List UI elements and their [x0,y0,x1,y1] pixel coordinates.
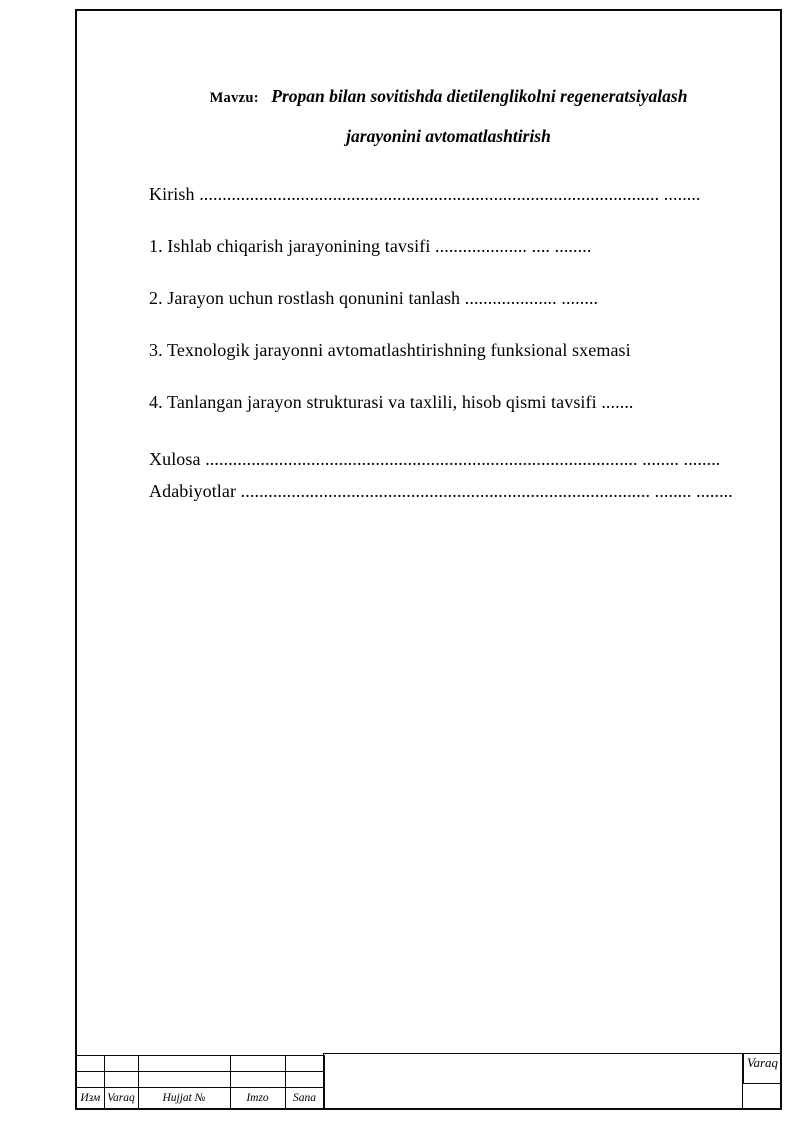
toc-item-2: 2. Jarayon uchun rostlash qonunini tanlash .................... ........ [149,288,599,308]
toc-item-4: 4. Tanlangan jarayon strukturasi va taxlili, hisob qismi tavsifi ....... [149,392,634,412]
mavzu-label: Mavzu: [209,90,259,106]
toc-item-kirish: Kirish .................................................................................................... ........ [149,184,701,204]
toc-item-1: 1. Ishlab chiqarish jarayonining tavsifi .................... .... ........ [149,236,592,256]
stamp-cell-empty [230,1071,285,1087]
stamp-cell-empty [77,1071,104,1087]
stamp-cell-empty [138,1055,230,1071]
document-title [77,77,780,155]
stamp-cell-empty [77,1055,104,1071]
revision-table [77,1055,325,1109]
toc-item-3: 3. Texnologik jarayonni avtomatlashtirishning funksional sxemasi [149,340,631,360]
title-text-line-2: jarayonini avtomatlashtirish [346,126,551,146]
toc-item-adabiyotlar: Adabiyotlar ......................................................................................... ........ ........ [149,481,733,501]
stamp-col-varaq: Varaq [104,1087,138,1108]
stamp-col-hujjat: Hujjat № [138,1087,230,1108]
page-frame [75,9,782,1110]
stamp-cell-empty [285,1055,324,1071]
stamp-cell-empty [285,1071,324,1087]
stamp-cell-empty [138,1071,230,1087]
title-block [77,1053,780,1108]
toc-item-xulosa: Xulosa .............................................................................................. ........ ........ [149,449,721,469]
revision-row-labels [77,1087,324,1108]
stamp-cell-empty [104,1055,138,1071]
stamp-col-sana: Sana [285,1087,324,1108]
stamp-middle-box [323,1053,743,1108]
sheet-number-box [743,1053,780,1084]
title-line-1 [159,77,738,117]
stamp-col-izm: Изм [77,1087,104,1108]
stamp-col-imzo: Imzo [230,1087,285,1108]
revision-row-empty [77,1071,324,1087]
title-text-line-1: Propan bilan sovitishda dietilenglikolni regeneratsiyalash [271,86,688,106]
sheet-label: Varaq [747,1055,779,1070]
stamp-cell-empty [230,1055,285,1071]
stamp-cell-empty [104,1071,138,1087]
revision-row-empty [77,1055,324,1071]
table-of-contents [77,183,780,507]
